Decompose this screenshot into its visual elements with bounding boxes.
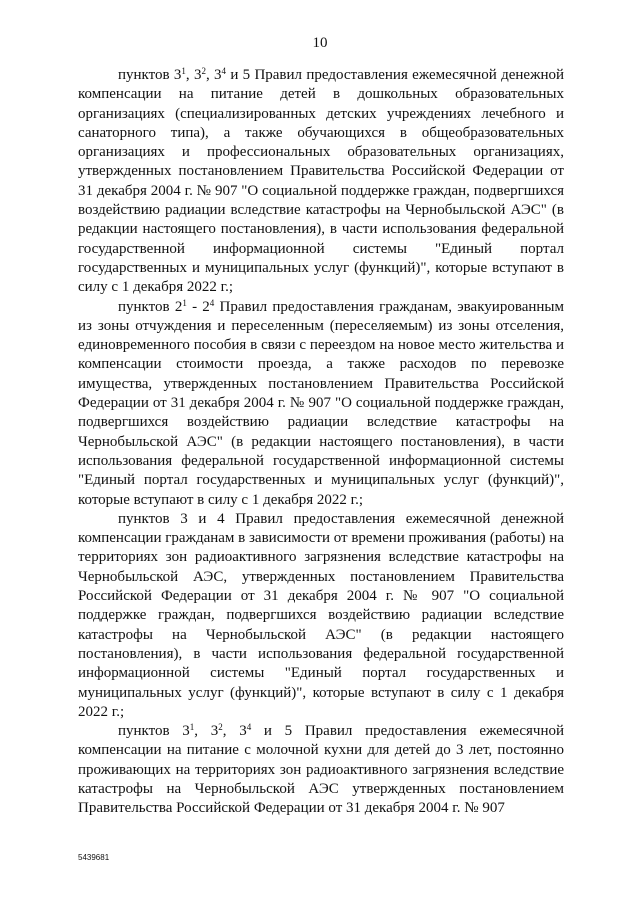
paragraph-3: пунктов 3 и 4 Правил предоставления ежемесячной денежной компенсации гражданам в зависимости от времени проживания (работы) на территориях зон радиоактивного загрязнения вследствие катастрофы на Чернобыльской АЭС, утвержденных постановлением Правительства Российской Федерации от 31 декабря 2004 г. № 907 "О социальной поддержке граждан, подвергшихся воздействию радиации вследствие катастрофы на Чернобыльской АЭС" (в редакции настоящего постановления), в части использования федеральной государственной информационной системы "Единый портал государственных и муниципальных услуг (функций)", которые вступают в силу с 1 декабря 2022 г.; <box>78 510 564 720</box>
document-body <box>78 66 564 819</box>
superscript-number: 1 <box>189 722 195 733</box>
paragraph-2: пунктов $2^1 - 2^4$ Правил предоставления гражданам, эвакуированным из зоны отчуждения и переселенным (переселяемым) из зоны отселения, единовременного пособия в связи с переездом на новое место жительства и компенсации стоимости проезда, а также расходов по перевозке имущества, утвержденных постановлением Правительства Российской Федерации от 31 декабря 2004 г. № 907 "О социальной поддержке граждан, подвергшихся воздействию радиации вследствие катастрофы на Чернобыльской АЭС" (в редакции настоящего постановления), в части использования федеральной государственной информационной системы "Единый портал государственных и муниципальных услуг (функций)", которые вступают в силу с 1 декабря 2022 г.; <box>78 297 564 508</box>
superscript-number: 1 <box>182 297 187 308</box>
superscript-number: 4 <box>221 66 227 76</box>
superscript-number: 4 <box>246 722 252 733</box>
page-number: 10 <box>312 35 328 51</box>
superscript-number: 2 <box>201 66 206 76</box>
document-code: 5439681 <box>78 853 110 862</box>
superscript-number: 4 <box>209 297 215 308</box>
superscript-number: 1 <box>181 66 186 76</box>
superscript-number: 2 <box>218 722 223 733</box>
paragraph-4: пунктов $3^1$, $3^2$, $3^4$ и 5 Правил предоставления ежемесячной компенсации на питание с молочной кухни для детей до 3 лет, постоянно проживающих на территориях зон радиоактивного загрязнения вследствие катастрофы на Чернобыльской АЭС утвержденных постановлением Правительства Российской Федерации от 31 декабря 2004 г. № 907 <box>78 722 565 817</box>
paragraph-1: пунктов $3^1$, $3^2$, $3^4$ и 5 Правил предоставления ежемесячной денежной компенсации на питание детей в дошкольных образовательных организациях (специализированных детских учреждениях лечебного и санаторного типа), а также обучающихся в общеобразовательных организациях и профессиональных образовательных организациях, утвержденных постановлением Правительства Российской Федерации от 31 декабря 2004 г. № 907 "О социальной поддержке граждан, подвергшихся воздействию радиации вследствие катастрофы на Чернобыльской АЭС" (в редакции настоящего постановления), в части использования федеральной государственной информационной системы "Единый портал государственных и муниципальных услуг (функций)", которые вступают в силу с 1 декабря 2022 г.; <box>78 66 565 296</box>
